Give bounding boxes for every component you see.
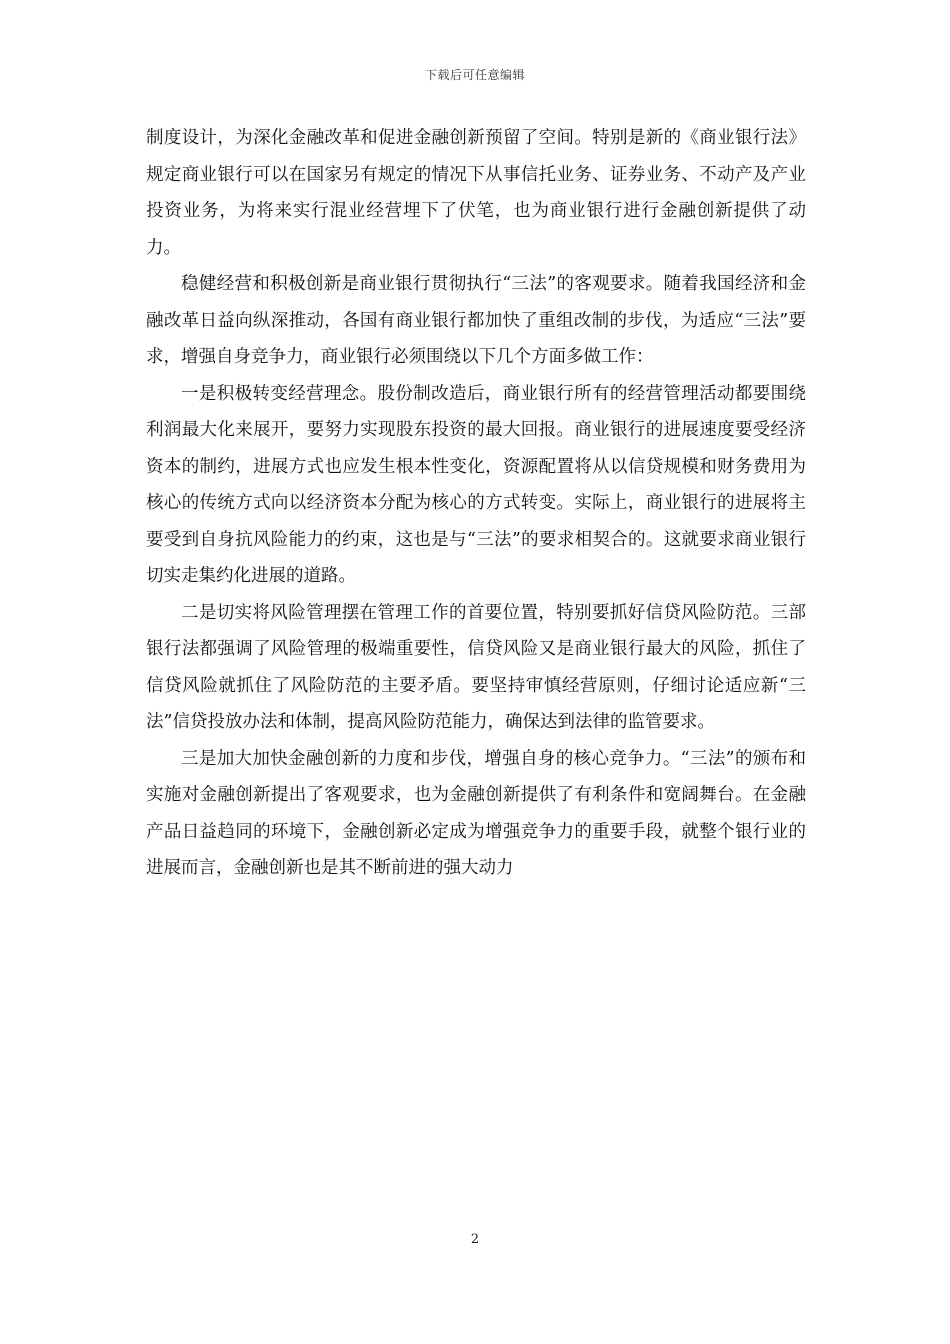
document-body <box>146 120 806 887</box>
paragraph-continuation: 制度设计，为深化金融改革和促进金融创新预留了空间。特别是新的《商业银行法》规定商业银行可以在国家另有规定的情况下从事信托业务、证券业务、不动产及产业投资业务，为将来实行混业经营埋下了伏笔，也为商业银行进行金融创新提供了动力。 <box>146 128 806 258</box>
paragraph-point-two: 二是切实将风险管理摆在管理工作的首要位置，特别要抓好信贷风险防范。三部银行法都强调了风险管理的极端重要性，信贷风险又是商业银行最大的风险，抓住了信贷风险就抓住了风险防范的主要矛盾。要坚持审慎经营原则，仔细讨论适应新“三法”信贷投放办法和体制，提高风险防范能力，确保达到法律的监管要求。 <box>146 602 806 732</box>
page-number: 2 <box>470 1232 480 1247</box>
paragraph-stable-operation: 稳健经营和积极创新是商业银行贯彻执行“三法”的客观要求。随着我国经济和金融改革日益向纵深推动，各国有商业银行都加快了重组改制的步伐，为适应“三法”要求，增强自身竞争力，商业银行必须围绕以下几个方面多做工作： <box>146 274 806 367</box>
paragraph-point-three: 三是加大加快金融创新的力度和步伐，增强自身的核心竞争力。“三法”的颁布和实施对金融创新提出了客观要求，也为金融创新提供了有利条件和宽阔舞台。在金融产品日益趋同的环境下，金融创新必定成为增强竞争力的重要手段，就整个银行业的进展而言，金融创新也是其不断前进的强大动力 <box>146 748 806 878</box>
page-header: 下载后可任意编辑 <box>424 68 525 82</box>
paragraph-point-one: 一是积极转变经营理念。股份制改造后，商业银行所有的经营管理活动都要围绕利润最大化来展开，要努力实现股东投资的最大回报。商业银行的进展速度要受经济资本的制约，进展方式也应发生根本性变化，资源配置将从以信贷规模和财务费用为核心的传统方式向以经济资本分配为核心的方式转变。实际上，商业银行的进展将主要受到自身抗风险能力的约束，这也是与“三法”的要求相契合的。这就要求商业银行切实走集约化进展的道路。 <box>146 383 806 586</box>
